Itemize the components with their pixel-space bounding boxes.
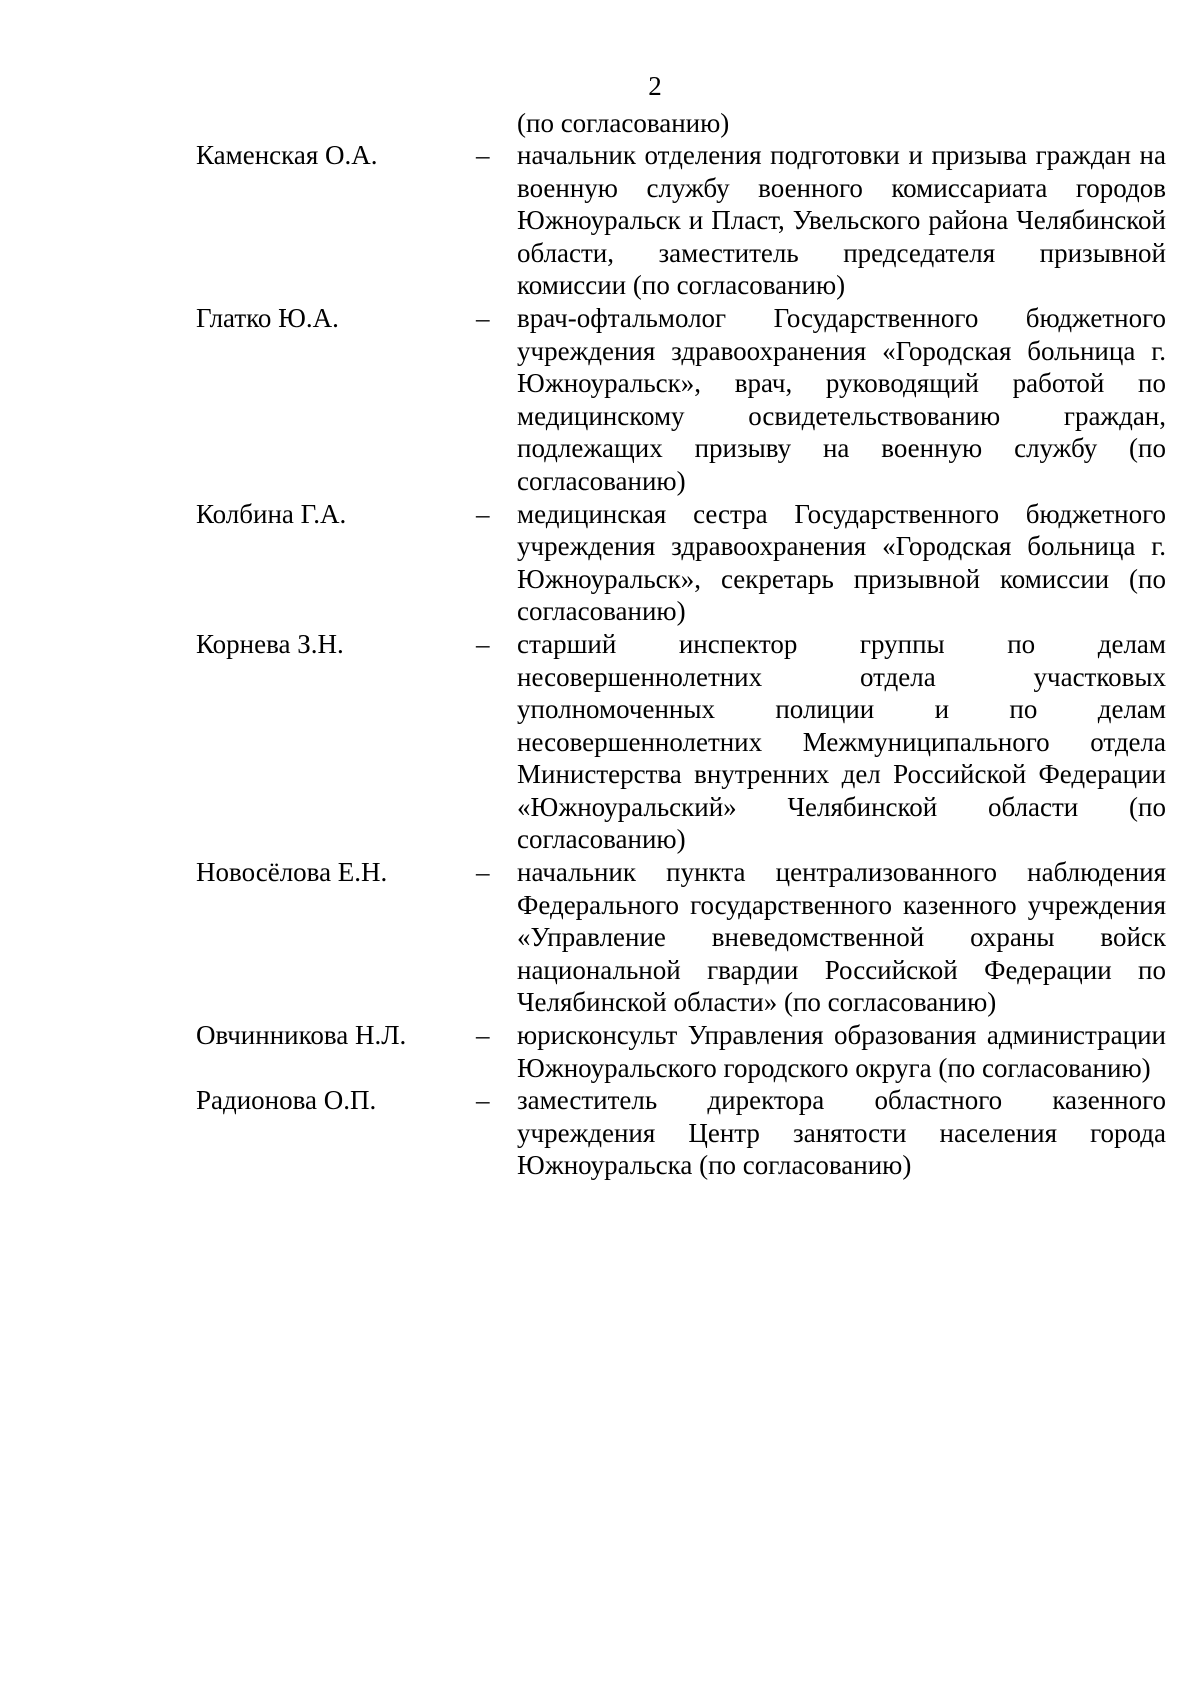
member-name: Глатко Ю.А.	[196, 302, 339, 333]
member-entry	[196, 498, 1166, 628]
member-entry	[196, 302, 1166, 498]
member-name: Каменская О.А.	[196, 140, 378, 170]
member-description: медицинская сестра Государственного бюджетного учреждения здравоохранения «Городская больница г. Южноуральск», секретарь призывной комиссии (по согласованию)	[517, 498, 1166, 627]
member-dash: –	[476, 302, 490, 333]
member-description: старший инспектор группы по делам несовершеннолетних отдела участковых уполномоченных полиции и по делам несовершеннолетних Межмуниципального отдела Министерства внутренних дел Российской Федерации «Южноуральский» Челябинской области (по согласованию)	[517, 628, 1166, 855]
member-entry	[196, 1084, 1166, 1182]
member-dash: –	[476, 628, 490, 659]
member-dash: –	[476, 498, 490, 529]
member-description: юрисконсульт Управления образования администрации Южноуральского городского округа (по согласованию)	[517, 1020, 1166, 1083]
member-entry	[196, 628, 1166, 856]
page-number: 2	[648, 71, 662, 101]
member-entry	[196, 139, 1166, 302]
member-name: Корнева З.Н.	[196, 628, 344, 659]
member-name: Радионова О.П.	[196, 1085, 377, 1116]
member-dash: –	[476, 140, 490, 170]
member-dash: –	[476, 1085, 490, 1116]
carryover-text: (по согласованию)	[517, 108, 730, 138]
member-name: Колбина Г.А.	[196, 498, 347, 529]
member-description: начальник отделения подготовки и призыва граждан на военную службу военного комиссариата городов Южноуральск и Пласт, Увельского района Челябинской области, заместитель председателя призывной комиссии (по согласованию)	[517, 140, 1166, 301]
member-description: заместитель директора областного казенного учреждения Центр занятости населения города Южноуральска (по согласованию)	[517, 1085, 1166, 1181]
member-dash: –	[476, 857, 490, 888]
commission-members-list	[196, 139, 1166, 1182]
member-entry	[196, 1019, 1166, 1084]
member-name: Новосёлова Е.Н.	[196, 857, 388, 888]
member-dash: –	[476, 1020, 490, 1051]
member-name: Овчинникова Н.Л.	[196, 1020, 407, 1051]
member-description: врач-офтальмолог Государственного бюджетного учреждения здравоохранения «Городская больница г. Южноуральск», врач, руководящий работой по медицинскому освидетельствованию граждан, подлежащих призыву на военную службу (по согласованию)	[517, 302, 1166, 496]
member-description: начальник пункта централизованного наблюдения Федерального государственного казенного учреждения «Управление вневедомственной охраны войск национальной гвардии Российской Федерации по Челябинской области» (по согласованию)	[517, 857, 1166, 1018]
member-entry	[196, 856, 1166, 1019]
